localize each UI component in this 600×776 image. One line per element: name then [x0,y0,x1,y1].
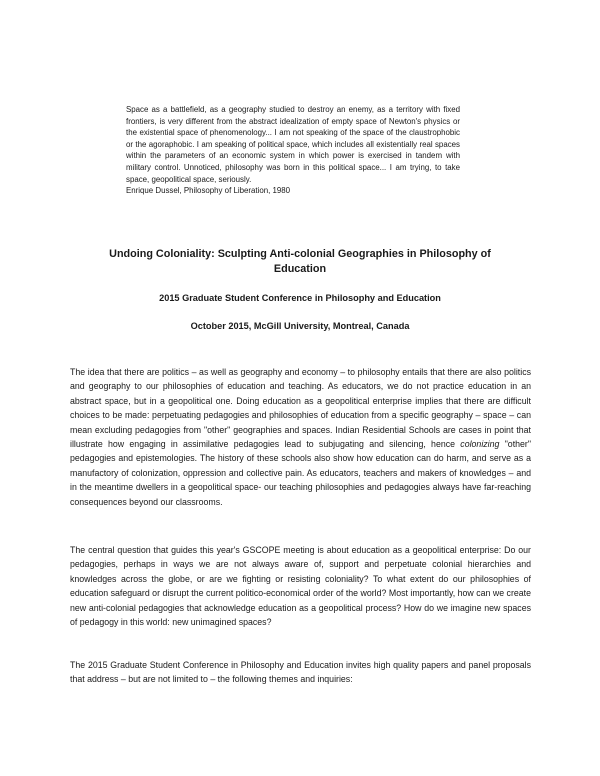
epigraph-quote: Space as a battlefield, as a geography studied to destroy an enemy, as a territory with fixed frontiers, is very different from the abstract idealization of empty space of Newton's physics or the existential space of phenomenology... I am not speaking of the space of the claustrophobic or the agoraphobic. I am speaking of political space, which includes all existentially real spaces within the parameters of an economic system in which power is exercised in tandem with military control. Unnoticed, philosophy was born in this political space... I am trying, to take space, geopolitical space, seriously. [126,105,460,184]
conference-name: 2015 Graduate Student Conference in Philosophy and Education [159,293,441,303]
document-title: Undoing Coloniality: Sculpting Anti-colonial Geographies in Philosophy of Education [109,248,491,275]
emphasis-colonizing: colonizing [460,439,500,450]
paragraph-intro [70,365,531,509]
epigraph-block [126,104,460,197]
paragraph-intro-part-b: "other" pedagogies and epistemologies. The history of these schools also show how education can do harm, and serve as a manufactory of colonization, oppression and collective pain. As educators, teachers and makers of knowledges – and in the meantime dwellers in a geopolitical space- our teaching philosophies and pedagogies always have far-reaching consequences beyond our classrooms. [70,439,531,507]
paragraph-central-question: The central question that guides this year's GSCOPE meeting is about education as a geopolitical enterprise: Do our pedagogies, perhaps in ways we are not always aware of, support and perpetuate colonial hierarchies and knowledges across the globe, or are we fighting or resisting coloniality? To what extent do our philosophies of education safeguard or disrupt the current politico-economical order of the world? Most importantly, how can we create new anti-colonial pedagogies that acknowledge education as a geopolitical process? How do we imagine new spaces of pedagogy in this world: new unimagined spaces? [70,545,531,628]
paragraph-call-for-papers: The 2015 Graduate Student Conference in Philosophy and Education invites high quality papers and panel proposals that address – but are not limited to – the following themes and inquiries: [70,660,531,685]
conference-dateline: October 2015, McGill University, Montreal, Canada [190,321,410,331]
paragraph-intro-part-a: The idea that there are politics – as well as geography and economy – to philosophy entails that there are also politics and geography to our philosophies of education and teaching. As educators, we do not practice education in an abstract space, but in a geopolitical one. Doing education as a geopolitical enterprise implies that there are difficult choices to be made: perpetuating pedagogies and philosophies of education from a specific geography – space – can mean excluding pedagogies from "other" geographies and spaces. Indian Residential Schools are cases in point that illustrate how engaging in assimilative pedagogies lead to subjugating and silencing, hence [70,367,531,450]
epigraph-attribution: Enrique Dussel, Philosophy of Liberation, 1980 [126,186,291,196]
